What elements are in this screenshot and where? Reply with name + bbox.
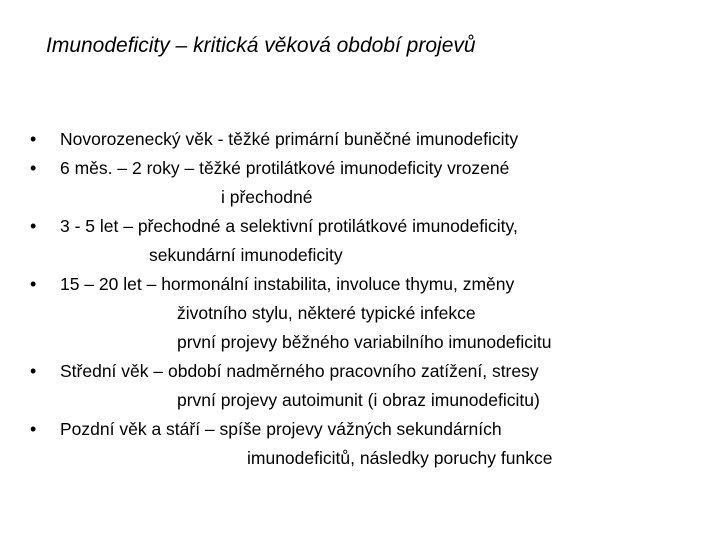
bullet-marker: • (30, 158, 37, 178)
bullet-text: 15 – 20 let – hormonální instabilita, involuce thymu, změny (60, 274, 515, 294)
bullet-marker: • (30, 216, 37, 236)
bullet-marker: • (30, 419, 37, 439)
bullet-continuation-text: sekundární imunodeficity (149, 245, 343, 265)
bullet-continuation-text: imunodeficitů, následky poruchy funkce (247, 448, 553, 468)
bullet-item (30, 125, 700, 154)
bullet-list (30, 125, 700, 473)
bullet-text: Střední věk – období nadměrného pracovního zatížení, stresy (60, 361, 539, 381)
bullet-continuation-text: životního stylu, některé typické infekce (177, 303, 476, 323)
bullet-item (30, 415, 700, 473)
bullet-text: Pozdní věk a stáří – spíše projevy vážných sekundárních (60, 419, 502, 439)
bullet-text: 6 měs. – 2 roky – těžké protilátkové imunodeficity vrozené (60, 158, 510, 178)
bullet-item (30, 270, 700, 357)
bullet-item (30, 212, 700, 270)
bullet-continuation-text: první projevy běžného variabilního imunodeficitu (177, 332, 552, 352)
bullet-text: Novorozenecký věk - těžké primární buněčné imunodeficity (60, 129, 519, 149)
slide-title: Imunodeficity – kritická věková období projevů (46, 34, 476, 57)
bullet-item (30, 357, 700, 415)
bullet-text: 3 - 5 let – přechodné a selektivní protilátkové imunodeficity, (60, 216, 518, 236)
bullet-marker: • (30, 274, 37, 294)
bullet-marker: • (30, 129, 37, 149)
bullet-continuation-text: první projevy autoimunit (i obraz imunodeficitu) (177, 390, 540, 410)
bullet-item (30, 154, 700, 212)
bullet-marker: • (30, 361, 37, 381)
bullet-continuation-text: i přechodné (221, 187, 313, 207)
